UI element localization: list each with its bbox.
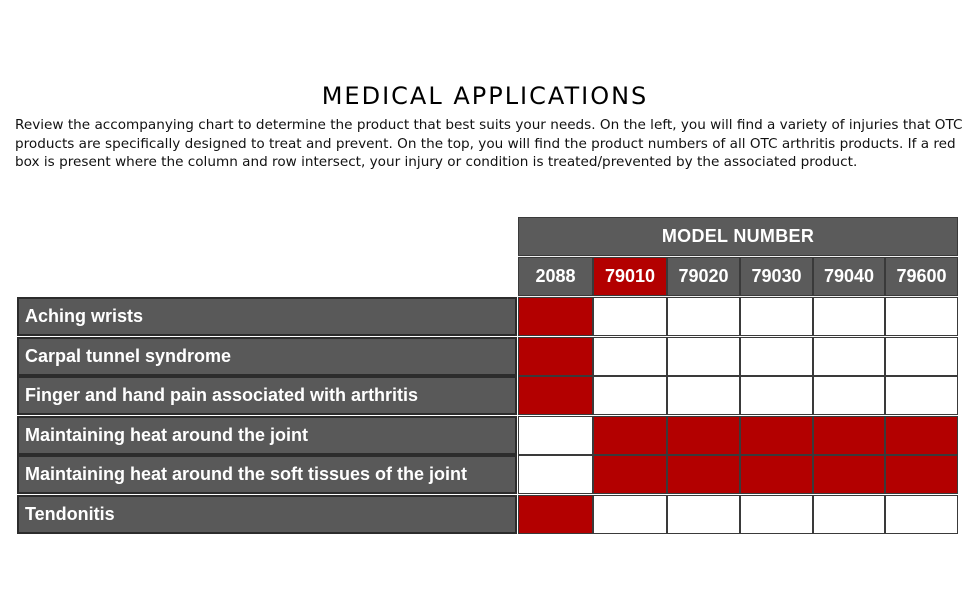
red-mark-cell <box>740 455 813 494</box>
empty-cell <box>885 297 958 336</box>
red-mark-cell <box>667 455 740 494</box>
empty-cell <box>813 337 885 376</box>
empty-cell <box>740 297 813 336</box>
intro-paragraph: Review the accompanying chart to determine the product that best suits your needs. On the left, you will find a variety of injuries that OTC products are specifically designed to treat and prevent. On the top, you will find the product numbers of all OTC arthritis products. If a red box is present where the column and row intersect, your injury or condition is treated/prevented by the associated product. <box>15 117 963 170</box>
red-mark-cell <box>813 455 885 494</box>
model-column-header: 79030 <box>740 257 813 296</box>
condition-label: Maintaining heat around the joint <box>17 416 517 455</box>
model-column-header: 79600 <box>885 257 958 296</box>
application-chart <box>17 217 958 534</box>
red-mark-cell <box>518 495 593 534</box>
red-mark-cell <box>518 337 593 376</box>
empty-cell <box>667 495 740 534</box>
empty-cell <box>885 337 958 376</box>
model-column-header: 79020 <box>667 257 740 296</box>
red-mark-cell <box>518 376 593 415</box>
red-mark-cell <box>885 416 958 455</box>
red-mark-cell <box>518 297 593 336</box>
empty-cell <box>593 337 667 376</box>
model-number-header: MODEL NUMBER <box>518 217 958 256</box>
red-mark-cell <box>813 416 885 455</box>
empty-cell <box>885 495 958 534</box>
condition-label: Aching wrists <box>17 297 517 336</box>
condition-label: Finger and hand pain associated with arthritis <box>17 376 517 415</box>
empty-cell <box>667 337 740 376</box>
empty-cell <box>593 376 667 415</box>
model-column-header: 79010 <box>593 257 667 296</box>
empty-cell <box>740 376 813 415</box>
red-mark-cell <box>593 455 667 494</box>
model-column-header: 79040 <box>813 257 885 296</box>
empty-cell <box>813 297 885 336</box>
empty-cell <box>518 416 593 455</box>
condition-label: Maintaining heat around the soft tissues of the joint <box>17 455 517 494</box>
empty-cell <box>667 297 740 336</box>
empty-cell <box>593 495 667 534</box>
empty-cell <box>813 495 885 534</box>
empty-cell <box>813 376 885 415</box>
model-column-header: 2088 <box>518 257 593 296</box>
empty-cell <box>518 455 593 494</box>
empty-cell <box>740 495 813 534</box>
red-mark-cell <box>667 416 740 455</box>
condition-label: Carpal tunnel syndrome <box>17 337 517 376</box>
empty-cell <box>667 376 740 415</box>
red-mark-cell <box>593 416 667 455</box>
empty-cell <box>885 376 958 415</box>
page-title: MEDICAL APPLICATIONS <box>321 82 649 110</box>
red-mark-cell <box>740 416 813 455</box>
empty-cell <box>740 337 813 376</box>
empty-cell <box>593 297 667 336</box>
condition-label: Tendonitis <box>17 495 517 534</box>
red-mark-cell <box>885 455 958 494</box>
